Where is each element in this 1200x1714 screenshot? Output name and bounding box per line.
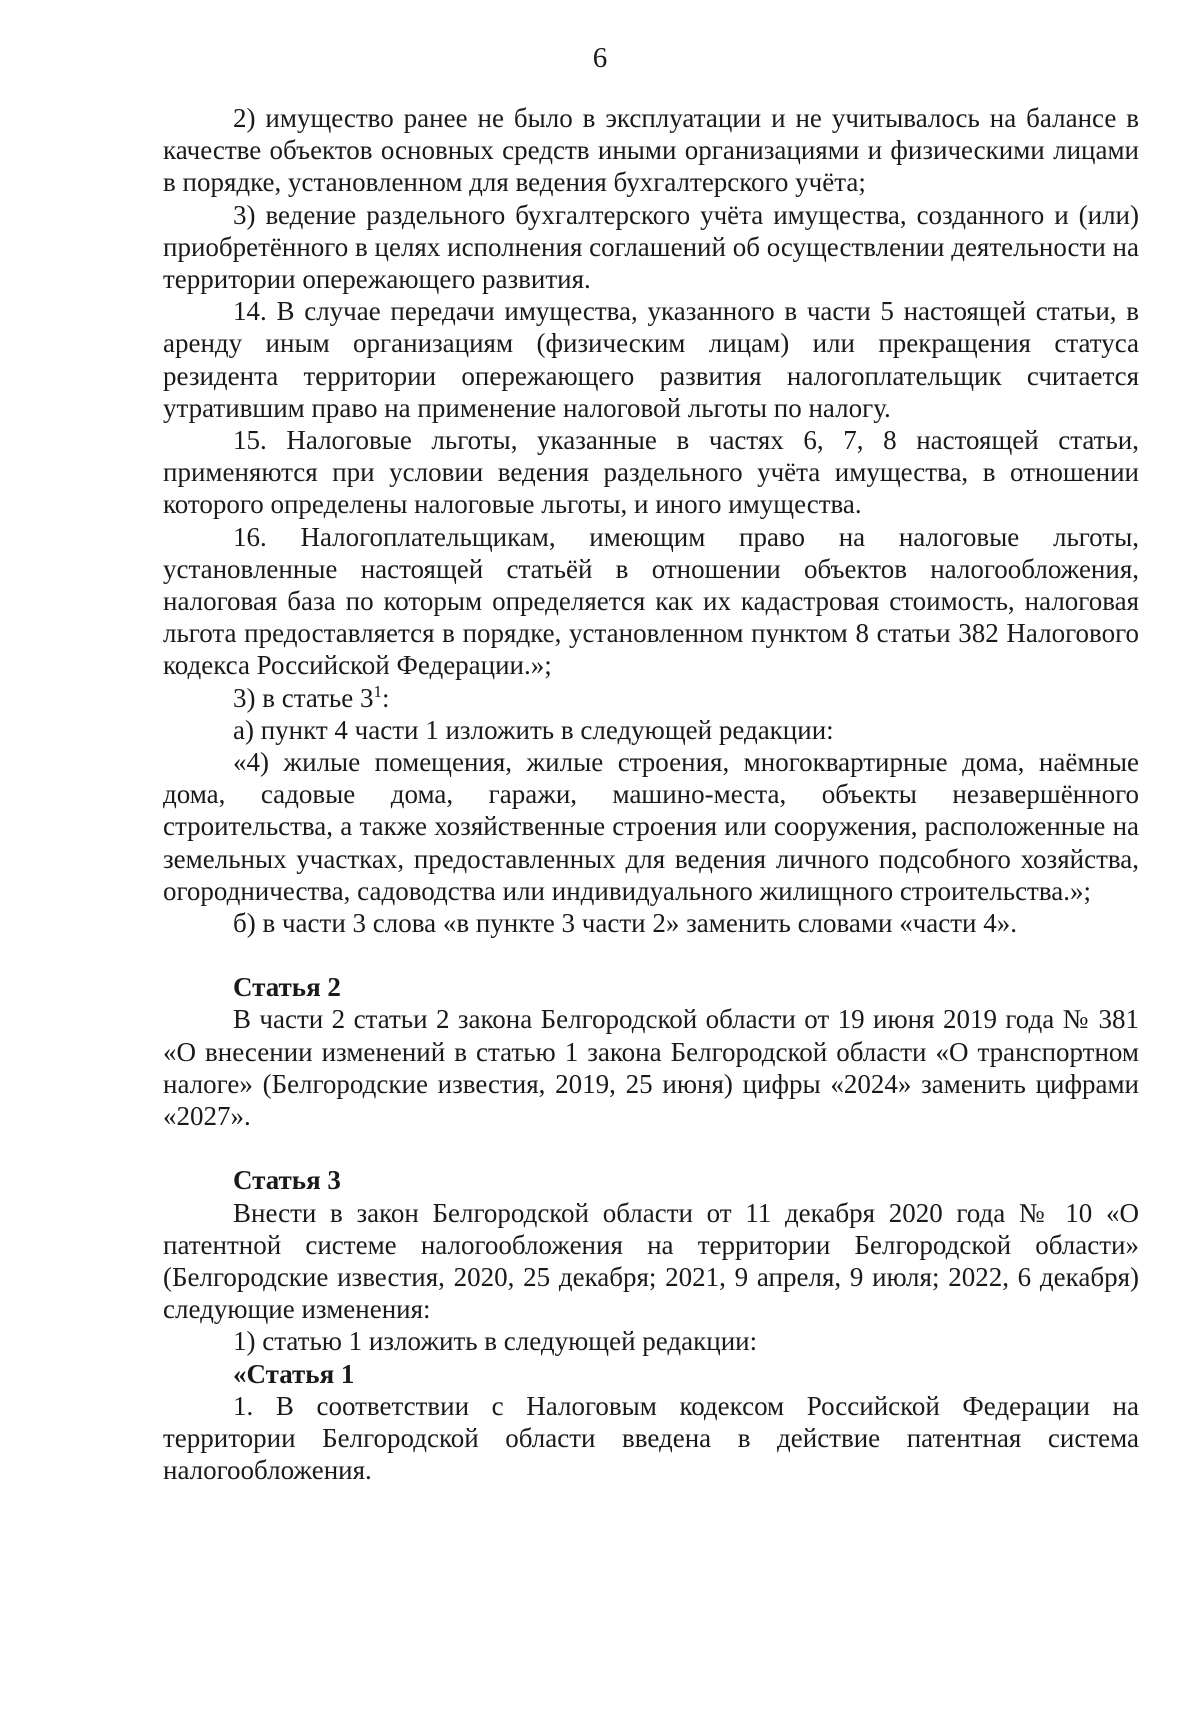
heading-article-3: Статья 3 <box>233 1165 341 1196</box>
heading-article-2: Статья 2 <box>233 972 341 1003</box>
section-gap <box>163 939 1139 971</box>
paragraph-item-4-quote: «4) жилые помещения, жилые строения, многоквартирные дома, наёмные дома, садовые дома, гаражи, машино-места, объекты незавершённого строительства, а также хозяйственные строения или сооружения, расположенные на земельных участках, предоставленных для ведения личного подсобного хозяйства, огородничества, садоводства или индивидуального жилищного строительства.»; <box>163 747 1139 906</box>
paragraph-item-3: 3) ведение раздельного бухгалтерского учёта имущества, созданного и (или) приобретённого в целях исполнения соглашений об осуществлении деятельности на территории опережающего развития. <box>163 199 1139 295</box>
amendment-3-text: 3) в статье 3 <box>233 682 374 713</box>
paragraph-article-2: В части 2 статьи 2 закона Белгородской области от 19 июня 2019 года № 381 «О внесении изменений в статью 1 закона Белгородской области «О транспортном налоге» (Белгородские известия, 2019, 25 июня) цифры «2024» заменить цифрами «2027». <box>163 1004 1139 1132</box>
paragraph-amendment-a: а) пункт 4 части 1 изложить в следующей редакции: <box>233 714 834 745</box>
amendment-3-colon: : <box>381 682 390 713</box>
paragraph-amendment-3 <box>163 682 1139 714</box>
paragraph-patent-system: 1. В соответствии с Налоговым кодексом Российской Федерации на территории Белгородской области введена в действие патентная система налогообложения. <box>163 1390 1139 1486</box>
heading-quoted-article-1: «Статья 1 <box>233 1358 355 1389</box>
section-gap <box>163 1132 1139 1164</box>
paragraph-part-14: 14. В случае передачи имущества, указанного в части 5 настоящей статьи, в аренду иным организациям (физическим лицам) или прекращения статуса резидента территории опережающего развития налогоплательщик считается утратившим право на применение налоговой льготы по налогу. <box>163 296 1139 423</box>
paragraph-part-15: 15. Налоговые льготы, указанные в частях 6, 7, 8 настоящей статьи, применяются при условии ведения раздельного учёта имущества, в отношении которого определены налоговые льготы, и иного имущества. <box>163 425 1139 520</box>
page-number: 6 <box>592 42 608 74</box>
paragraph-article-3: Внести в закон Белгородской области от 11 декабря 2020 года № 10 «О патентной системе налогообложения на территории Белгородской области» (Белгородские известия, 2020, 25 декабря; 2021, 9 апреля, 9 июля; 2022, 6 декабря) следующие изменения: <box>163 1197 1139 1325</box>
paragraph-change-1: 1) статью 1 изложить в следующей редакции: <box>233 1326 758 1357</box>
article-superscript: 1 <box>373 681 382 701</box>
document-body <box>163 102 1139 1486</box>
paragraph-amendment-b: б) в части 3 слова «в пункте 3 части 2» заменить словами «части 4». <box>233 908 1017 939</box>
paragraph-item-2: 2) имущество ранее не было в эксплуатации и не учитывалось на балансе в качестве объектов основных средств иными организациями и физическими лицами в порядке, установленном для ведения бухгалтерского учёта; <box>163 103 1139 198</box>
paragraph-part-16: 16. Налогоплательщикам, имеющим право на налоговые льготы, установленные настоящей статьёй в отношении объектов налогообложения, налоговая база по которым определяется как их кадастровая стоимость, налоговая льгота предоставляется в порядке, установленном пунктом 8 статьи 382 Налогового кодекса Российской Федерации.»; <box>163 521 1139 681</box>
